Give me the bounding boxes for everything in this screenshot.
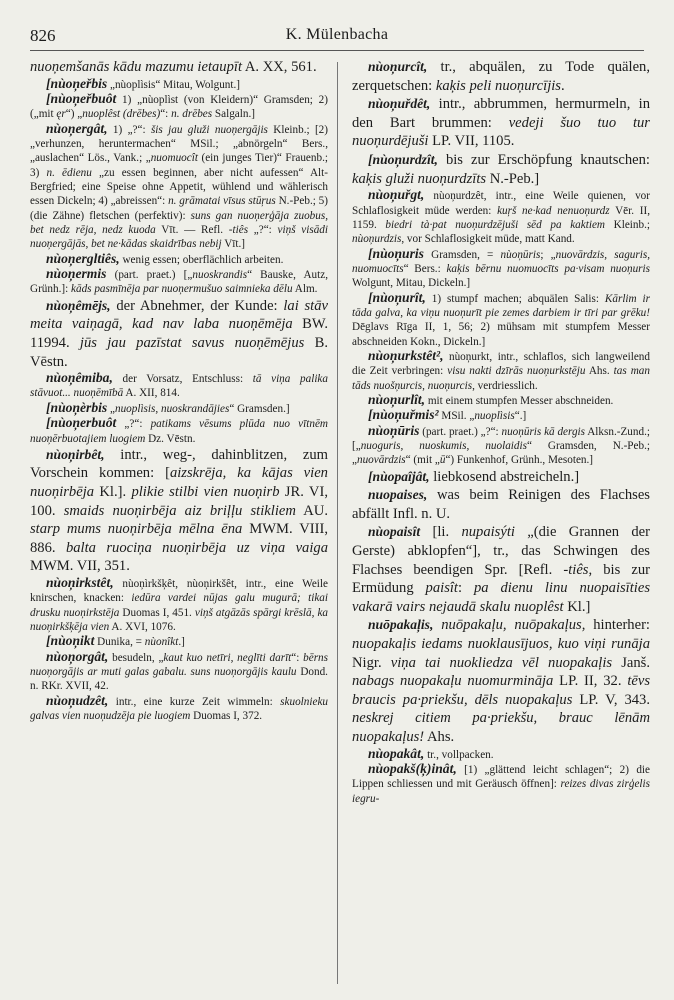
entry-text: “ Bers.:	[403, 262, 447, 275]
entry-text: Kleinb.;	[605, 218, 650, 231]
entry-text: intr., weg-, dahinblitzen, zum Vorschein kommen: [	[30, 446, 328, 482]
entry-example: balta ruociņa nuoņirbēja uz viņa vaiga	[65, 539, 328, 556]
dictionary-entry	[30, 650, 328, 694]
entry-text: N.-Peb.]	[486, 170, 540, 187]
entry-text: [1) „glättend leicht schlagen“; 2) die Lippen schliessen und mit Geräusch öffnen]:	[352, 763, 650, 791]
entry-example: tā viņa palika stāvuot... nuoņēmībā	[30, 373, 328, 400]
entry-example: -tiês	[228, 224, 249, 237]
entry-text: der Abnehmer, der Kunde:	[110, 297, 284, 314]
entry-headword: [	[368, 289, 373, 305]
entry-example: nabags nuopakaļu nuomurmināja	[352, 673, 554, 690]
entry-text: “.]	[514, 410, 527, 423]
entry-headword: nùoņuris	[372, 245, 424, 261]
entry-text: “) „	[65, 108, 83, 121]
entry-example: nuoplêst (drēbes)	[82, 108, 161, 121]
entry-text: Alm.	[292, 283, 318, 296]
entry-headword: nùoņirkstêt,	[46, 575, 114, 590]
dictionary-entry	[352, 468, 650, 487]
entry-text: Janš.	[612, 654, 650, 671]
entry-example: reizes divas zirģelis iegru-	[352, 778, 650, 805]
entry-text: (part. praet.) „?“:	[419, 425, 502, 438]
entry-text: , vor Schlaflosigkeit müde, matt Kand.	[401, 233, 575, 246]
dictionary-entry	[352, 58, 650, 95]
entry-text: MSil. „	[438, 410, 475, 423]
entry-headword: nùoņuřmis²	[372, 407, 439, 423]
entry-text: “ (mit „	[405, 454, 440, 467]
entry-text: Kleinb.; [2) „verhunzen, heruntermachen“ MSil.; „abnörgeln“ Bers., „auslachen“ Lös., Vank.; „	[30, 123, 328, 165]
entry-text: „(die Grannen der Gerste) abklopfen“], tr., das Schwingen des Flachses beendigen Spr. [Refl.	[352, 524, 650, 578]
entry-text: ; „	[540, 248, 556, 261]
dictionary-entry	[30, 58, 328, 77]
entry-example: plikie stilbi vien nuoņirb	[131, 484, 280, 501]
entry-text: Vīt. — Refl.	[155, 224, 229, 237]
entry-example: nùoņurdzis	[352, 233, 402, 246]
entry-headword: nùoņurdzît,	[372, 151, 438, 167]
entry-text: AU.	[295, 502, 328, 519]
entry-example: nuoplìsis	[474, 410, 515, 423]
entry-example: kuŗš ne·kad nenuoņurdz	[497, 204, 610, 217]
entry-example: kaķis peli nuoņurcījis	[435, 77, 561, 94]
entry-example: kaķis gluži nuoņurdzīts	[352, 170, 487, 187]
entry-text: liebkosend abstreicheln.]	[429, 468, 580, 485]
entry-text: Gramsden, =	[423, 248, 501, 261]
dictionary-entry	[30, 92, 328, 122]
dictionary-entry	[352, 393, 650, 408]
entry-example: ū	[439, 454, 446, 467]
entry-text: Dond. n. RKr. XVII, 42.	[30, 666, 328, 693]
entry-text: JR. VI, 100.	[30, 484, 328, 519]
entry-text: Vīt.]	[221, 238, 246, 251]
entry-text: Dz. Vēstn.	[145, 432, 196, 445]
entry-headword: [	[46, 75, 51, 91]
entry-example: kaut kuo netīri, neglīti darīt	[163, 651, 292, 664]
entry-text: Ahs.	[585, 365, 614, 378]
page-header	[30, 24, 644, 51]
entry-headword: nùoņurlît,	[368, 391, 426, 407]
entry-text: 1) „?“:	[107, 123, 151, 136]
entry-text: „	[107, 402, 115, 415]
entry-text: “:	[291, 651, 304, 664]
right-column	[352, 58, 650, 988]
dictionary-entry	[352, 151, 650, 188]
dictionary-entry	[30, 122, 328, 252]
running-head: K. Mülenbacha	[285, 26, 389, 43]
entry-text: bis zur Erschöpfung knautschen:	[437, 151, 650, 168]
dictionary-entry	[30, 694, 328, 724]
entry-text: A. XVI, 1076.	[109, 621, 176, 634]
entry-text: Wolgunt, Mitau, Dickeln.]	[352, 277, 471, 290]
entry-text: tr., abquälen, zu Tode quälen, zerquetschen:	[352, 59, 650, 94]
entry-example: viņa tai nuokliedza vēl nuopakaļis	[390, 654, 613, 671]
entry-example: nuōpakaļu, nuōpakaļus,	[433, 617, 586, 634]
entry-example: nuomuocît	[150, 152, 198, 165]
entry-example: skuolnieku galvas vien nuoņudzēja pie luogiem	[30, 695, 328, 723]
entry-example: nuopakaļis iedams nuoklausījuos, kuo viņi runāja	[352, 636, 650, 653]
entry-headword: nùoņermis	[46, 266, 107, 282]
entry-example: nùoņūris	[500, 248, 541, 261]
entry-text: intr., eine kurze Zeit wimmeln:	[108, 695, 281, 708]
dictionary-entry	[352, 408, 650, 423]
entry-headword: [	[368, 468, 373, 484]
entry-headword: [	[368, 151, 373, 167]
entry-example: tēvs braucis pa·priekšu, dēls nuopakaļus	[352, 673, 650, 708]
entry-headword: nùoņuřdêt,	[368, 96, 431, 112]
entry-example: šis jau gluži nuoņergājis	[150, 123, 268, 136]
entry-headword: nùoņorgât,	[46, 648, 109, 664]
entry-text: .	[560, 77, 565, 94]
entry-text: hinterher:	[585, 617, 650, 634]
entry-example: paisît	[425, 580, 458, 597]
entry-text: LP. V, 343.	[572, 691, 650, 708]
dictionary-entry	[30, 446, 328, 576]
dictionary-entry	[352, 762, 650, 806]
entry-text: nùoņurdzêt, intr., eine Weile quienen, vor Schlaflosigkeit müde werden:	[352, 190, 650, 217]
entry-example: neskrej citiem pa·priekšu, brauc lēnām nuopakaļus!	[352, 710, 650, 745]
entry-text: “ Gramsden, N.-Peb.; „	[352, 440, 650, 467]
entry-text: , verdriesslich.	[472, 379, 538, 392]
dictionary-entry	[30, 371, 328, 401]
entry-text: der Vorsatz, Entschluss:	[112, 373, 253, 386]
entry-example: smaids nuoņirbēja aiz briļļu stikliem	[63, 502, 296, 519]
entry-text: Duomas I, 451.	[119, 606, 195, 619]
dictionary-entry	[352, 291, 650, 349]
entry-example: viņš atgāzās spārgi krēslā, ka nuoņirkšķēja vien	[30, 606, 328, 634]
entry-text: was beim Reinigen des Flachses abfällt Infl. n. U.	[352, 487, 650, 522]
entry-example: nupaisýti	[461, 524, 515, 541]
dictionary-entry	[352, 349, 650, 393]
entry-example: nuoplìsis, nuoskrandājies	[114, 402, 230, 415]
entry-text: tr., vollpacken.	[424, 748, 494, 761]
entry-text: (ein junges Tier)“ Frauenb.; 3)	[30, 152, 328, 179]
entry-headword: nùopaisît	[368, 524, 421, 540]
entry-text: Vēr. II, 1159.	[352, 204, 650, 231]
dictionary-entry	[352, 424, 650, 468]
entry-example: ęr	[56, 108, 66, 121]
entry-text: „?“:	[116, 418, 151, 431]
entry-text: nùoņurkt, intr., schlaflos, sich langweilend die Zeit verbringen:	[352, 350, 650, 378]
entry-example: pa dienu linu nuopaisīties vakarā vairs nejaudā skalu nuoplêst	[352, 580, 650, 615]
entry-text: Alksn.-Zund.; [„	[352, 425, 650, 452]
entry-text: wenig essen; oberflächlich arbeiten.	[119, 253, 284, 266]
entry-example: -tiês	[563, 561, 589, 578]
entry-headword: nùoņikt	[50, 633, 95, 649]
entry-text: Dēglavs Rīga II, 1, 56; 2) mühsam mit stumpfem Messer abschneiden Kokn., Dickeln.]	[352, 321, 650, 348]
entry-text: Kl.].	[94, 484, 132, 501]
entry-headword: nùoņurît,	[372, 289, 426, 305]
entry-text: nùoņìrkšķêt, nùoņirkšêt, intr., eine Weile knirschen, knacken:	[30, 578, 328, 605]
entry-example: n. ēdienu	[46, 166, 92, 179]
entry-text: .]	[178, 636, 185, 649]
entry-example: nuovārdzis	[356, 454, 406, 467]
entry-text: 1) „nùoplìst (von Kleidern)“ Gramsden; 2) („mit	[30, 93, 328, 121]
entry-example: nuovārdzis, saguris, nuomuocīts	[352, 248, 650, 275]
entry-text: B. Vēstn.	[30, 334, 328, 370]
entry-text: besudeln, „	[108, 651, 164, 664]
entry-example: nuoguris, nuoskumis, nuolaidis	[360, 440, 527, 452]
entry-headword: nùoņergât,	[46, 120, 108, 136]
entry-text: :	[457, 580, 474, 597]
entry-headword: nùoņudzêt,	[46, 692, 109, 708]
entry-headword: nùoņergltiês,	[46, 250, 120, 266]
entry-text: mit einem stumpfen Messer abschneiden.	[425, 394, 614, 407]
entry-headword: [	[46, 633, 51, 649]
entry-headword: nùoņêmējs,	[46, 297, 111, 313]
entry-headword: nùopakš(ķ)inât,	[368, 760, 457, 776]
entry-text: BW. 11994.	[30, 316, 328, 351]
entry-example: lai stāv meita vaiņagā, kad nav laba nuoņēmēja	[30, 297, 328, 333]
entry-text: „?“:	[248, 224, 278, 237]
entry-headword: nuōpakaļis,	[368, 617, 434, 633]
dictionary-entry	[30, 267, 328, 297]
dictionary-entry	[352, 486, 650, 523]
dictionary-entry	[30, 252, 328, 267]
entry-headword: nùoņeřbuôt	[50, 90, 117, 106]
dictionary-entry	[30, 401, 328, 416]
entry-headword: nùoņūris	[368, 422, 420, 438]
entry-text: A. XII, 814.	[123, 387, 180, 400]
entry-example: aizskrēja, ka kājas vien nuoņirbēja	[30, 465, 328, 501]
entry-text: Dunika, =	[94, 636, 145, 649]
entry-headword: nùoņêmiba,	[46, 370, 113, 386]
entry-example: jūs jau pazīstat savus nuoņēmējus	[79, 334, 305, 351]
dictionary-entry	[352, 747, 650, 762]
entry-text: “ Gramsden.]	[229, 402, 290, 415]
entry-example: starp mums nuoņirbēja mēlna ēna	[30, 521, 243, 538]
entry-text: MWM. VII, 351.	[30, 558, 130, 575]
entry-example: viņš visādi nuoņergājās, bet ne·kādas skaidrības nebij	[30, 224, 328, 251]
entry-text: „nùoplìsis“ Mitau, Wolgunt.]	[107, 78, 241, 91]
entry-text: intr., abbrummen, hermurmeln, in den Bart brummen:	[352, 96, 650, 131]
entry-text: , bis zur Ermüdung	[352, 561, 650, 597]
entry-headword: nuopaises,	[368, 487, 428, 503]
entry-example: patikams vēsums plūda nuo vītnēm nuoņērbuotajiem luogiem	[30, 418, 328, 445]
entry-text: Salgaln.]	[212, 108, 255, 121]
entry-example: nuoņemšanās kādu mazumu ietaupīt	[30, 59, 243, 75]
dictionary-entry	[352, 523, 650, 616]
entry-text: Duomas I, 372.	[190, 710, 263, 723]
entry-example: nùonîkt	[144, 636, 179, 649]
dictionary-entry	[30, 634, 328, 649]
entry-example: n. grāmatai vīsus stūŗus	[168, 195, 276, 208]
dictionary-entry	[352, 616, 650, 746]
entry-headword: nùoņuřgt,	[368, 187, 425, 203]
entry-headword: [	[368, 407, 373, 423]
entry-headword: [	[46, 415, 51, 431]
entry-example: nuoskrandis	[192, 269, 248, 282]
entry-headword: nùopaîjât,	[372, 468, 430, 484]
entry-text: Nigr.	[352, 654, 391, 671]
entry-example: biedri tà·pat nuoņurdzējuši sēd pa kaktiem	[385, 218, 605, 231]
entry-example: tas man tāds nuošņurcis, nuoņurcis	[352, 365, 650, 392]
dictionary-entry	[30, 576, 328, 634]
entry-headword: nùoņeřbis	[50, 75, 108, 91]
entry-text: 1) stumpf machen; abquälen Salis:	[425, 292, 605, 305]
dictionary-entry	[30, 416, 328, 446]
entry-headword: [	[46, 399, 51, 415]
dictionary-entry	[30, 297, 328, 371]
page-number: 826	[30, 26, 56, 45]
entry-text: “:	[160, 108, 172, 121]
entry-example: n. drēbes	[171, 108, 213, 121]
dictionary-entry	[352, 188, 650, 246]
dictionary-entry	[30, 77, 328, 92]
entry-text: [li.	[420, 524, 462, 541]
entry-headword: [	[368, 245, 373, 261]
entry-text: “) Funkenhof, Grünh., Mesoten.]	[445, 454, 594, 467]
entry-example: suns gan nuoņerģāja zuobus, bet nedz rēja, nedz kuoda	[30, 209, 328, 237]
entry-headword: [	[46, 90, 51, 106]
entry-text: “ Bauske, Autz, Grünh.]:	[30, 269, 328, 296]
entry-example: kāds pasmīnēja par nuoņermušuo saimnieka dēlu	[71, 283, 293, 296]
entry-text: (part. praet.) [„	[106, 269, 193, 282]
column-divider	[337, 62, 338, 984]
entry-headword: nùoņèrbis	[50, 399, 108, 415]
entry-headword: nùoņirbêt,	[46, 446, 105, 462]
entry-example: nuoņūris kā dergis	[501, 425, 586, 438]
entry-example: Kārlim ir tāda galva, ka viņu nuoņurīt pie zemes darbiem ir tīri par grēku!	[352, 292, 650, 319]
entry-text: LP. VII, 1105.	[428, 133, 515, 150]
entry-example: vedeji šuo tuo tur nuoņurdējuši	[352, 114, 650, 150]
entry-text: „zu essen beginnen, aber nicht aufessen“ Alt-Bergfried; eine Speise ohne Appetit, wühlend und wählerisch essen Dickeln; 4) „abreissen“:	[30, 166, 328, 208]
entry-example: bērns nuoņorgājis ar muti galas gabalu. suns nuoņorgājis kaulu	[30, 651, 328, 679]
entry-text: Ahs.	[424, 729, 455, 745]
entry-example: kaķis bērnu nuomuocīts pa·visam nuoņuris	[446, 262, 650, 275]
entry-text: N.-Peb.; 5) (die Zähne) fletschen (perfektiv):	[30, 195, 328, 222]
entry-headword: nùopakât,	[368, 745, 425, 761]
entry-example: visu nakti dzīrās nuoņurkstēju	[447, 365, 586, 378]
dictionary-entry	[352, 247, 650, 291]
entry-text: LP. II, 32.	[553, 673, 628, 690]
dictionary-entry	[352, 95, 650, 151]
entry-headword: nùoņerbuôt	[50, 415, 117, 431]
entry-example: iedūra vardei nūjas galu mugurā; tikai drusku nuoņirkstēja	[30, 592, 328, 619]
entry-text: Kl.]	[563, 598, 591, 615]
entry-text: MWM. VIII, 886.	[30, 521, 328, 556]
entry-headword: nùoņurkstêt²,	[368, 347, 444, 363]
entry-headword: nùoņurcît,	[368, 59, 428, 74]
left-column	[30, 58, 328, 988]
entry-text: A. XX, 561.	[242, 59, 317, 75]
